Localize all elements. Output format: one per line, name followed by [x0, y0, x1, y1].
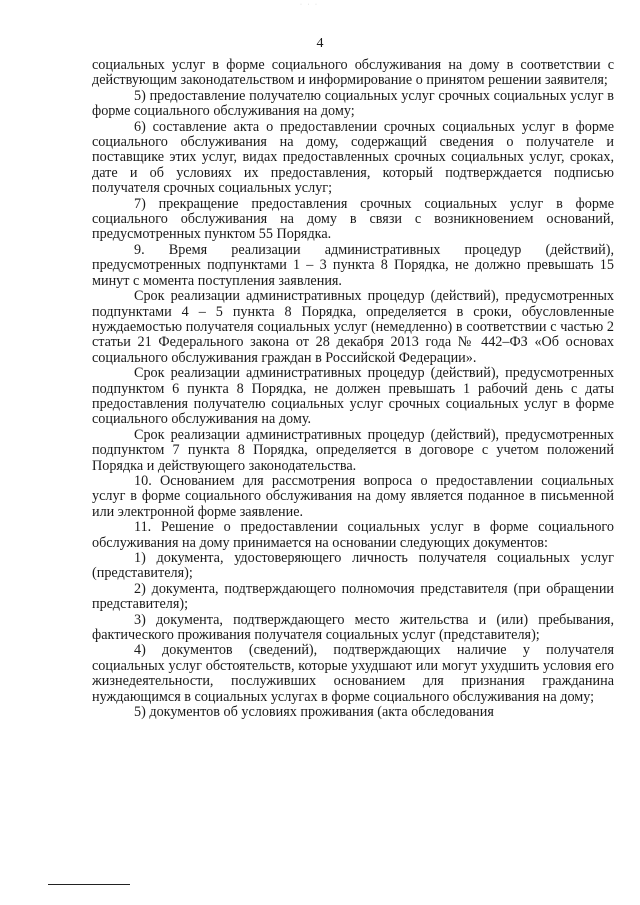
footnote-rule: [48, 884, 130, 885]
scan-artifact: · · ·: [300, 2, 319, 8]
paragraph: социальных услуг в форме социального обслуживания на дому в соответствии с действующим законодательством и информирование о принятом решении заявителя;: [92, 57, 614, 89]
paragraph: 4) документов (сведений), подтверждающих наличие у получателя социальных услуг обстоятельств, которые ухудшают или могут ухудшить условия его жизнедеятельности, послуживших основанием для признания гражданина нуждающимся в социальных услугах в форме социального обслуживания на дому;: [92, 642, 614, 705]
paragraph: 5) предоставление получателю социальных услуг срочных социальных услуг в форме социального обслуживания на дому;: [92, 87, 614, 120]
paragraph: 1) документа, удостоверяющего личность получателя социальных услуг (представителя);: [92, 550, 614, 582]
paragraph: 10. Основанием для рассмотрения вопроса о предоставлении социальных услуг в форме социального обслуживания на дому является поданное в письменной или электронной форме заявление.: [92, 472, 614, 520]
paragraph: Срок реализации административных процедур (действий), предусмотренных подпунктом 6 пункта 8 Порядка, не должен превышать 1 рабочий день с даты предоставления получателю социальных услуг срочных социальных услуг в форме социального обслуживания на дому.: [92, 365, 614, 428]
paragraph: 2) документа, подтверждающего полномочия представителя (при обращении представителя);: [92, 580, 614, 613]
paragraph: Срок реализации административных процедур (действий), предусмотренных подпунктом 7 пункта 8 Порядка, определяется в договоре с учетом положений Порядка и действующего законодательства.: [92, 426, 614, 474]
paragraph: 6) составление акта о предоставлении срочных социальных услуг в форме социального обслуживания на дому, содержащий сведения о получателе и поставщике этих услуг, видах предоставленных срочных социальных услуг, сроках, дате и об условиях их предоставления, который подтверждается подписью получателя срочных социальных услуг;: [92, 118, 614, 197]
paragraph: Срок реализации административных процедур (действий), предусмотренных подпунктами 4 – 5 пункта 8 Порядка, определяется в сроки, обусловленные нуждаемостью получателя социальных услуг (немедленно) в соответствии с частью 2 статьи 21 Федерального закона от 28 декабря 2013 года № 442–ФЗ «Об основах социального обслуживания граждан в Российской Федерации».: [92, 288, 614, 366]
paragraph: 7) прекращение предоставления срочных социальных услуг в форме социального обслуживания на дому в связи с возникновением оснований, предусмотренных пунктом 55 Порядка.: [92, 195, 614, 243]
paragraph: 9. Время реализации административных процедур (действий), предусмотренных подпунктами 1 – 3 пункта 8 Порядка, не должно превышать 15 минут с момента поступления заявления.: [92, 241, 614, 289]
paragraph: 5) документов об условиях проживания (акта обследования: [134, 704, 494, 721]
page-number: 4: [316, 36, 324, 51]
document-body: [92, 58, 614, 720]
paragraph: 11. Решение о предоставлении социальных услуг в форме социального обслуживания на дому принимается на основании следующих документов:: [92, 519, 614, 551]
paragraph: 3) документа, подтверждающего место жительства и (или) пребывания, фактического проживания получателя социальных услуг (представителя);: [92, 611, 614, 644]
